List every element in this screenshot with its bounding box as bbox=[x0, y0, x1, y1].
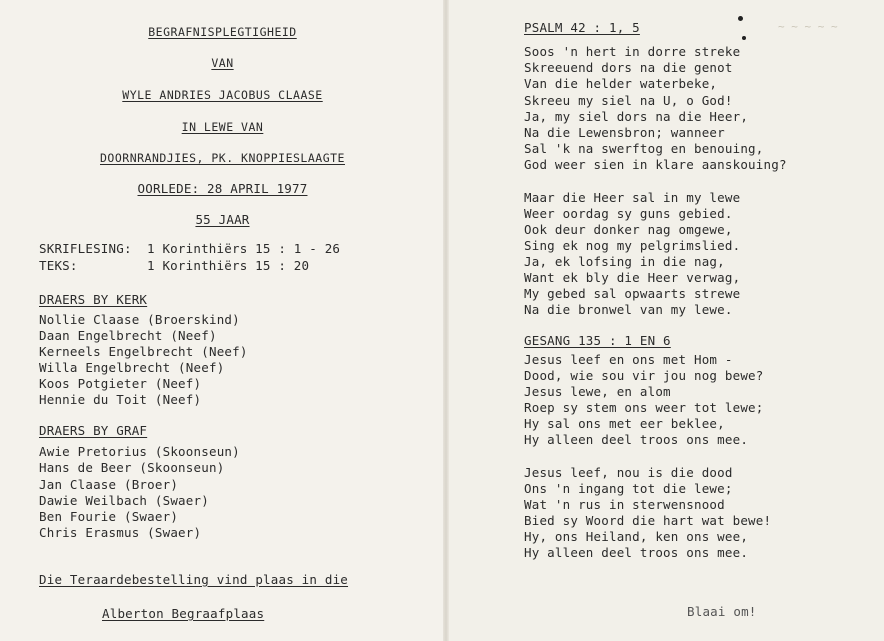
verse-line: Maar die Heer sal in my lewe bbox=[524, 190, 741, 205]
verse-line: Roep sy stem ons weer tot lewe; bbox=[524, 400, 764, 415]
ink-dot bbox=[742, 36, 746, 40]
verse-line: Ook deur donker nag omgewe, bbox=[524, 222, 733, 237]
verse-line: Jesus lewe, en alom bbox=[524, 384, 671, 399]
list-item: Hans de Beer (Skoonseun) bbox=[39, 460, 225, 475]
verse-line: Wat 'n rus in sterwensnood bbox=[524, 497, 725, 512]
list-item: Jan Claase (Broer) bbox=[39, 477, 179, 492]
psalm-heading: PSALM 42 : 1, 5 bbox=[524, 20, 640, 35]
list-item: Willa Engelbrecht (Neef) bbox=[39, 360, 225, 375]
teraarde-line: Die Teraardebestelling vind plaas in die bbox=[39, 572, 349, 587]
list-item: Dawie Weilbach (Swaer) bbox=[39, 493, 209, 508]
list-item: Chris Erasmus (Swaer) bbox=[39, 525, 202, 540]
verse-line: Hy alleen deel troos ons mee. bbox=[524, 545, 749, 560]
died-date: OORLEDE: 28 APRIL 1977 bbox=[137, 181, 308, 196]
verse-line: Skreeu my siel na U, o God! bbox=[524, 93, 733, 108]
verse-line: Bied sy Woord die hart wat bewe! bbox=[524, 513, 772, 528]
in-lewe-van: IN LEWE VAN bbox=[181, 120, 264, 134]
verse-line: Ja, my siel dors na die Heer, bbox=[524, 109, 749, 124]
verse-line: Skreeuend dors na die genot bbox=[524, 60, 733, 75]
title: BEGRAFNISPLEGTIGHEID bbox=[148, 25, 297, 39]
verse-line: Na die bronwel van my lewe. bbox=[524, 302, 733, 317]
list-item: Awie Pretorius (Skoonseun) bbox=[39, 444, 240, 459]
verse-line: Weer oordag sy guns gebied. bbox=[524, 206, 733, 221]
verse-line: Jesus leef en ons met Hom - bbox=[524, 352, 733, 367]
list-item: Daan Engelbrecht (Neef) bbox=[39, 328, 217, 343]
verse-line: Jesus leef, nou is die dood bbox=[524, 465, 733, 480]
teks-label: TEKS: bbox=[39, 258, 78, 273]
blaai-om: Blaai om! bbox=[687, 604, 757, 619]
deceased-name: WYLE ANDRIES JACOBUS CLAASE bbox=[122, 88, 323, 102]
teks-value: 1 Korinthiërs 15 : 20 bbox=[147, 258, 310, 273]
place: DOORNRANDJIES, PK. KNOPPIESLAAGTE bbox=[100, 151, 345, 165]
verse-line: Dood, wie sou vir jou nog bewe? bbox=[524, 368, 764, 383]
verse-line: Ja, ek lofsing in die nag, bbox=[524, 254, 725, 269]
verse-line: Hy sal ons met eer beklee, bbox=[524, 416, 725, 431]
verse-line: Van die helder waterbeke, bbox=[524, 76, 718, 91]
van-line: VAN bbox=[211, 56, 234, 70]
verse-line: Want ek bly die Heer verwag, bbox=[524, 270, 741, 285]
draers-kerk-heading: DRAERS BY KERK bbox=[39, 292, 148, 307]
gesang-heading: GESANG 135 : 1 EN 6 bbox=[524, 333, 671, 348]
verse-line: Na die Lewensbron; wanneer bbox=[524, 125, 725, 140]
verse-line: Ons 'n ingang tot die lewe; bbox=[524, 481, 733, 496]
skriflesing-value: 1 Korinthiërs 15 : 1 - 26 bbox=[147, 241, 341, 256]
list-item: Nollie Claase (Broerskind) bbox=[39, 312, 240, 327]
show-through-smudge: ~ ~ ~ ~ ~ bbox=[778, 20, 838, 33]
begraafplaas: Alberton Begraafplaas bbox=[102, 606, 265, 621]
verse-line: My gebed sal opwaarts strewe bbox=[524, 286, 741, 301]
list-item: Ben Fourie (Swaer) bbox=[39, 509, 179, 524]
age: 55 JAAR bbox=[195, 212, 250, 227]
draers-graf-heading: DRAERS BY GRAF bbox=[39, 423, 148, 438]
list-item: Koos Potgieter (Neef) bbox=[39, 376, 202, 391]
verse-line: Hy alleen deel troos ons mee. bbox=[524, 432, 749, 447]
list-item: Hennie du Toit (Neef) bbox=[39, 392, 202, 407]
verse-line: Sing ek nog my pelgrimslied. bbox=[524, 238, 741, 253]
verse-line: God weer sien in klare aanskouing? bbox=[524, 157, 787, 172]
verse-line: Hy, ons Heiland, ken ons wee, bbox=[524, 529, 749, 544]
ink-dot bbox=[738, 16, 743, 21]
list-item: Kerneels Engelbrecht (Neef) bbox=[39, 344, 248, 359]
verse-line: Sal 'k na swerftog en benouing, bbox=[524, 141, 764, 156]
skriflesing-label: SKRIFLESING: bbox=[39, 241, 132, 256]
verse-line: Soos 'n hert in dorre streke bbox=[524, 44, 741, 59]
